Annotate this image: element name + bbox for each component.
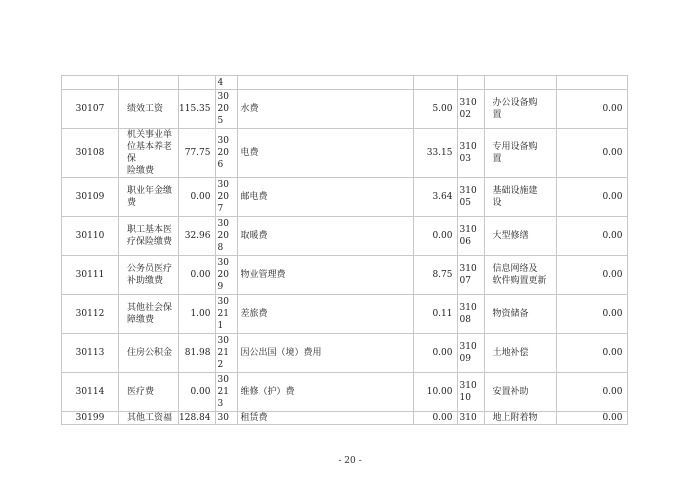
cell-code3: 310 10	[457, 373, 484, 412]
cell-amount3: 0.00	[556, 295, 627, 334]
cell-name1: 其他社会保 障缴费	[119, 295, 179, 334]
cell-amount3: 0.00	[556, 373, 627, 412]
cell-name1: 医疗费	[119, 373, 179, 412]
cell-amount3: 0.00	[556, 217, 627, 256]
cell-amount2: 0.00	[413, 412, 457, 425]
cell-amount1: 32.96	[179, 217, 216, 256]
cell-name1: 绩效工资	[119, 90, 179, 129]
cell-name1: 住房公积金	[119, 334, 179, 373]
cell-amount2: 8.75	[413, 256, 457, 295]
cell-code1: 30199	[62, 412, 119, 425]
cell-amount1: 0.00	[179, 373, 216, 412]
cell-amount2: 0.00	[413, 334, 457, 373]
cell-name2: 水费	[237, 90, 413, 129]
cell-name1: 职业年金缴 费	[119, 178, 179, 217]
cell-code2: 30 20 7	[215, 178, 237, 217]
cell-name3: 大型修缮	[484, 217, 556, 256]
cell-amount1: 81.98	[179, 334, 216, 373]
cell-amount2: 3.64	[413, 178, 457, 217]
table-row	[62, 129, 628, 178]
cell-code3: 310 05	[457, 178, 484, 217]
cell-name1: 公务员医疗 补助缴费	[119, 256, 179, 295]
cell-name2: 因公出国（境）费用	[237, 334, 413, 373]
table-row	[62, 373, 628, 412]
cell-code1: 30114	[62, 373, 119, 412]
table-row	[62, 90, 628, 129]
cell-name2: 维修（护）费	[237, 373, 413, 412]
cell-code2: 30	[215, 412, 237, 425]
cell-name2: 邮电费	[237, 178, 413, 217]
cell-name2: 物业管理费	[237, 256, 413, 295]
cell-name2: 电费	[237, 129, 413, 178]
cell-name1: 其他工资福	[119, 412, 179, 425]
cell-amount1: 115.35	[179, 90, 216, 129]
cell-code2: 30 21 1	[215, 295, 237, 334]
cell-code3: 310 07	[457, 256, 484, 295]
cell-name3: 信息网络及 软件购置更新	[484, 256, 556, 295]
cell-code2: 30 20 8	[215, 217, 237, 256]
cell-code1: 30107	[62, 90, 119, 129]
table-row	[62, 334, 628, 373]
cell-amount1: 77.75	[179, 129, 216, 178]
cell-amount1: 1.00	[179, 295, 216, 334]
table-row-top	[62, 76, 628, 90]
cell-name3: 地上附着物	[484, 412, 556, 425]
cell-code2: 30 21 3	[215, 373, 237, 412]
table-row	[62, 256, 628, 295]
cell-code1: 30109	[62, 178, 119, 217]
cell-code1: 30112	[62, 295, 119, 334]
cell-amount3: 0.00	[556, 412, 627, 425]
cell-name3: 安置补助	[484, 373, 556, 412]
cell-name3: 基础设施建 设	[484, 178, 556, 217]
page-number: - 20 -	[338, 456, 362, 466]
cell-amount3: 0.00	[556, 178, 627, 217]
cell-name2: 租赁费	[237, 412, 413, 425]
cell-amount3: 0.00	[556, 129, 627, 178]
cell-code2: 30 20 6	[215, 129, 237, 178]
cell-amount2: 0.11	[413, 295, 457, 334]
cell-name3: 物资储备	[484, 295, 556, 334]
cell-code2: 30 20 5	[215, 90, 237, 129]
cell-name1: 职工基本医 疗保险缴费	[119, 217, 179, 256]
table-row	[62, 412, 628, 425]
cell-code2: 4	[215, 76, 237, 90]
cell-code3: 310 02	[457, 90, 484, 129]
table-row	[62, 295, 628, 334]
cell-code3: 310 03	[457, 129, 484, 178]
cell-amount1: 0.00	[179, 178, 216, 217]
cell-amount1: 0.00	[179, 256, 216, 295]
cell-amount2: 5.00	[413, 90, 457, 129]
cell-name3: 专用设备购 置	[484, 129, 556, 178]
cell-name3: 办公设备购 置	[484, 90, 556, 129]
budget-table	[61, 75, 628, 425]
cell-amount2: 33.15	[413, 129, 457, 178]
cell-amount1: 128.84	[179, 412, 216, 425]
cell-name2: 差旅费	[237, 295, 413, 334]
table-row	[62, 217, 628, 256]
cell-code2: 30 20 9	[215, 256, 237, 295]
cell-amount2: 10.00	[413, 373, 457, 412]
cell-code3: 310 08	[457, 295, 484, 334]
cell-amount3: 0.00	[556, 90, 627, 129]
cell-name1: 机关事业单 位基本养老保 险缴费	[119, 129, 179, 178]
cell-name3: 土地补偿	[484, 334, 556, 373]
cell-amount3: 0.00	[556, 256, 627, 295]
cell-code3: 310	[457, 412, 484, 425]
cell-code1: 30111	[62, 256, 119, 295]
cell-code1: 30108	[62, 129, 119, 178]
cell-code3: 310 06	[457, 217, 484, 256]
cell-amount3: 0.00	[556, 334, 627, 373]
cell-code1: 30113	[62, 334, 119, 373]
cell-name2: 取暖费	[237, 217, 413, 256]
cell-code1: 30110	[62, 217, 119, 256]
table-row	[62, 178, 628, 217]
cell-code3: 310 09	[457, 334, 484, 373]
cell-amount2: 0.00	[413, 217, 457, 256]
cell-code2: 30 21 2	[215, 334, 237, 373]
